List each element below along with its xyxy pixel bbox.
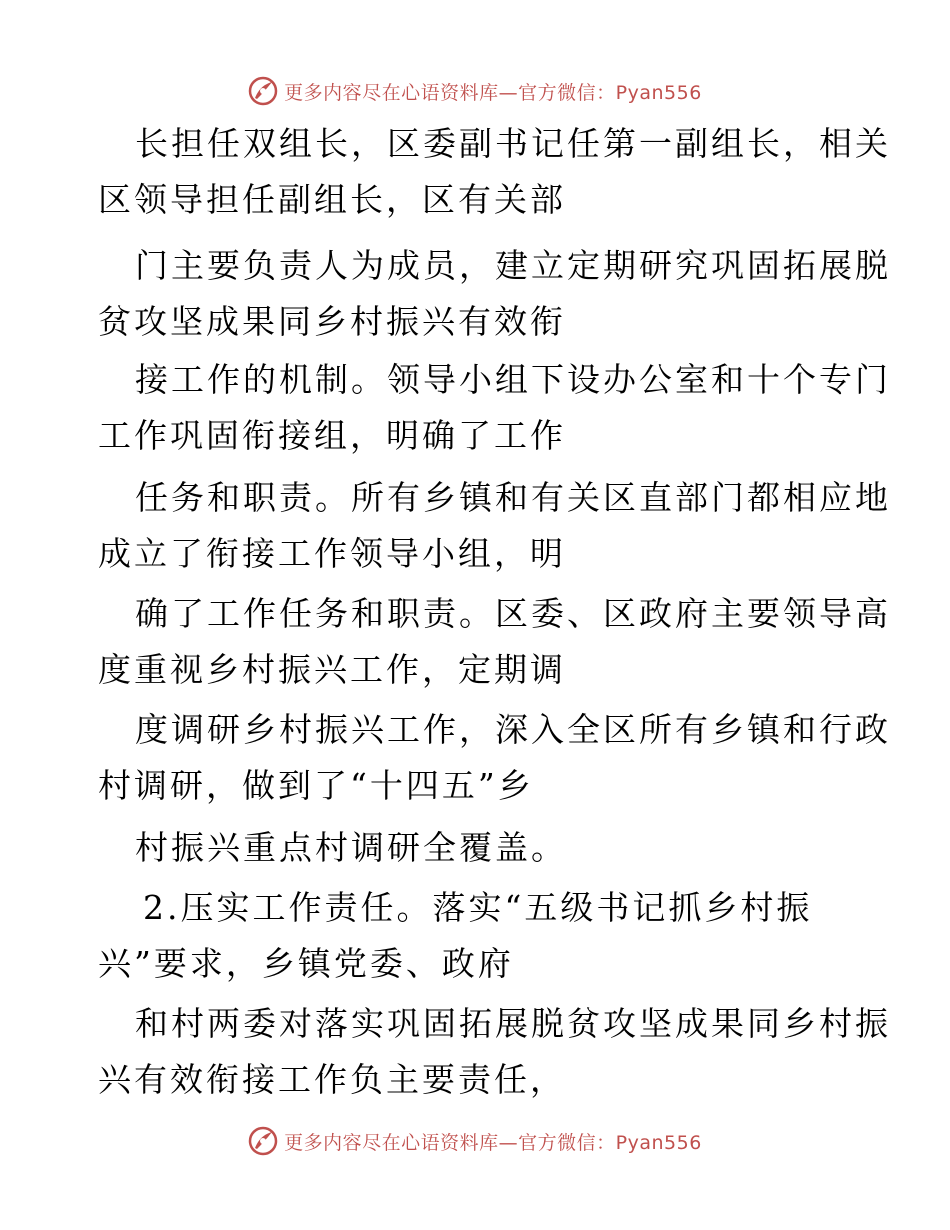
text-line: 任务和职责。所有乡镇和有关区直部门都相应地	[135, 478, 891, 517]
seal-logo-icon	[248, 1126, 278, 1156]
seal-logo-icon	[248, 76, 278, 106]
watermark-text: 更多内容尽在心语资料库—官方微信：Pyan556	[284, 1131, 702, 1154]
header-watermark	[0, 71, 950, 111]
text-line: 度重视乡村振兴工作，定期调	[98, 650, 566, 689]
text-line: 门主要负责人为成员，建立定期研究巩固拓展脱	[135, 246, 891, 285]
section-heading-line: 2.压实工作责任。落实“五级书记抓乡村振	[143, 888, 813, 927]
footer-watermark	[0, 1121, 950, 1161]
text-line: 区领导担任副组长，区有关部	[98, 180, 566, 219]
text-line: 村调研，做到了“十四五”乡	[98, 766, 534, 805]
text-line: 确了工作任务和职责。区委、区政府主要领导高	[135, 594, 891, 633]
text-line: 村振兴重点村调研全覆盖。	[135, 828, 567, 867]
text-line: 成立了衔接工作领导小组，明	[98, 534, 566, 573]
text-line: 贫攻坚成果同乡村振兴有效衔	[98, 302, 566, 341]
text-line: 度调研乡村振兴工作，深入全区所有乡镇和行政	[135, 710, 891, 749]
text-line: 兴有效衔接工作负主要责任，	[98, 1060, 566, 1099]
text-line: 长担任双组长，区委副书记任第一副组长，相关	[135, 124, 891, 163]
text-line: 工作巩固衔接组，明确了工作	[98, 416, 566, 455]
text-line: 接工作的机制。领导小组下设办公室和十个专门	[135, 360, 891, 399]
text-line: 兴”要求，乡镇党委、政府	[98, 944, 514, 983]
watermark-text: 更多内容尽在心语资料库—官方微信：Pyan556	[284, 81, 702, 104]
text-line: 和村两委对落实巩固拓展脱贫攻坚成果同乡村振	[135, 1004, 891, 1043]
